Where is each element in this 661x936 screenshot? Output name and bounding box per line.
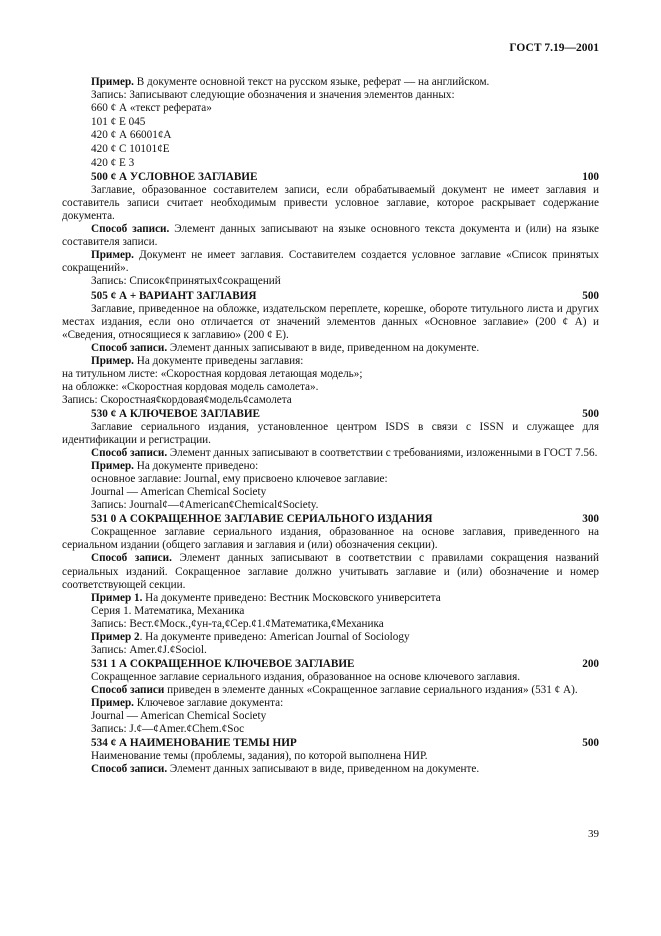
example-line: на обложке: «Скоростная кордовая модель самолета».: [62, 380, 319, 393]
section-code: 200: [582, 657, 599, 670]
section-code: 500: [582, 289, 599, 302]
section-title: 500 ¢ А УСЛОВНОЕ ЗАГЛАВИЕ: [91, 171, 258, 184]
section-code: 300: [582, 513, 599, 526]
section-heading: [62, 290, 599, 303]
code-line: 420 ¢ А 66001¢А: [91, 129, 172, 142]
section-description: Заглавие, приведенное на обложке, издательском переплете, корешке, обороте титульного листа и других местах издания, если оно отличается от значений элементов данных «Основное заглавие» (200 ¢ А) и «Сведения, относящиеся к заглавию» (200 ¢ Е).: [62, 302, 599, 341]
section-description: Наименование темы (проблемы, задания), по которой выполнена НИР.: [91, 750, 428, 763]
top-example: Пример. В документе основной текст на русском языке, реферат — на английском.: [91, 76, 490, 89]
record-line: Запись: J.¢—¢Amer.¢Chem.¢Soc: [91, 723, 245, 736]
method-paragraph: Способ записи. Элемент данных записывают в соответствии с требованиями, изложенными в ГОСТ 7.56.: [91, 447, 598, 460]
record-line: Запись: Список¢принятых¢сокращений: [91, 275, 281, 288]
record-line: Запись: Amer.¢J.¢Sociol.: [91, 643, 207, 656]
example-paragraph: Пример. На документе приведено:: [91, 460, 259, 473]
method-paragraph: Способ записи. Элемент данных записывают в виде, приведенном на документе.: [91, 763, 480, 776]
record-line: Запись: Вест.¢Моск.,¢ун-та,¢Сер.¢1.¢Математика,¢Механика: [91, 617, 384, 630]
example-label: Пример.: [91, 76, 134, 89]
example-paragraph: Пример 1. На документе приведено: Вестник Московского университета: [91, 591, 441, 604]
method-paragraph: Способ записи приведен в элементе данных «Сокращенное заглавие сериального издания» (531 ¢ А).: [91, 683, 578, 696]
method-paragraph: Способ записи. Элемент данных записывают в соответствии с правилами сокращения названий сериальных изданий. Сокращенное заглавие должно учитывать заглавие и (или) обозначение и номер соответствующей секции.: [62, 552, 599, 591]
section-title: 505 ¢ А + ВАРИАНТ ЗАГЛАВИЯ: [91, 289, 257, 302]
example-paragraph: Пример. На документе приведены заглавия:: [91, 354, 304, 367]
example-line: Journal — American Chemical Society: [91, 486, 267, 499]
example-paragraph: Пример. Ключевое заглавие документа:: [91, 696, 284, 709]
method-paragraph: Способ записи. Элемент данных записывают на языке основного текста документа и (или) на языке составителя записи.: [62, 223, 599, 249]
code-line: 101 ¢ Е 045: [91, 115, 146, 128]
section-heading: [62, 658, 599, 671]
section-description: Сокращенное заглавие сериального издания, образованное на основе заглавия, приведенного на сериальном издании (общего заглавия и заглавия и (или) обозначения секции).: [62, 526, 599, 552]
section-heading: [62, 513, 599, 526]
example-paragraph: Пример 2. На документе приведено: American Journal of Sociology: [91, 630, 410, 643]
page-number: 39: [588, 828, 599, 840]
section-title: 531 1 А СОКРАЩЕННОЕ КЛЮЧЕВОЕ ЗАГЛАВИЕ: [91, 657, 355, 670]
section-heading: [62, 737, 599, 750]
example-line: Journal — American Chemical Society: [91, 710, 267, 723]
section-description: Заглавие сериального издания, установленное центром ISDS в связи с ISSN и служащее для идентификации и регистрации.: [62, 421, 599, 447]
section-code: 500: [582, 407, 599, 420]
section-code: 500: [582, 737, 599, 750]
method-paragraph: Способ записи. Элемент данных записывают в виде, приведенном на документе.: [91, 341, 480, 354]
code-line: 420 ¢ Е 3: [91, 156, 135, 169]
page-header: ГОСТ 7.19—2001: [509, 42, 599, 54]
example-line: Серия 1. Математика, Механика: [91, 604, 245, 617]
section-title: 531 0 А СОКРАЩЕННОЕ ЗАГЛАВИЕ СЕРИАЛЬНОГО ИЗДАНИЯ: [91, 513, 433, 526]
section-heading: [62, 408, 599, 421]
code-line: 660 ¢ А «текст реферата»: [91, 102, 212, 115]
example-line: основное заглавие: Journal, ему присвоено ключевое заглавие:: [91, 473, 388, 486]
section-heading: [62, 171, 599, 184]
example-line: на титульном листе: «Скоростная кордовая летающая модель»;: [62, 367, 363, 380]
record-line: Запись: Записывают следующие обозначения и значения элементов данных:: [91, 89, 455, 102]
document-page: [62, 42, 599, 776]
example-paragraph: Пример. Документ не имеет заглавия. Составителем создается условное заглавие «Список принятых сокращений».: [62, 249, 599, 275]
record-line: Запись: Journal¢—¢American¢Chemical¢Society.: [91, 499, 319, 512]
section-code: 100: [582, 171, 599, 184]
section-title: 534 ¢ А НАИМЕНОВАНИЕ ТЕМЫ НИР: [91, 737, 297, 750]
section-description: Заглавие, образованное составителем записи, если обрабатываемый документ не имеет заглавия и составитель записи считает необходимым привести условное заглавие, которое раскрывает содержание документа.: [62, 184, 599, 223]
code-line: 420 ¢ С 10101¢Е: [91, 142, 170, 155]
section-title: 530 ¢ А КЛЮЧЕВОЕ ЗАГЛАВИЕ: [91, 407, 261, 420]
section-description: Сокращенное заглавие сериального издания, образованное на основе ключевого заглавия.: [91, 670, 521, 683]
record-line: Запись: Скоростная¢кордовая¢модель¢самолета: [62, 393, 292, 406]
